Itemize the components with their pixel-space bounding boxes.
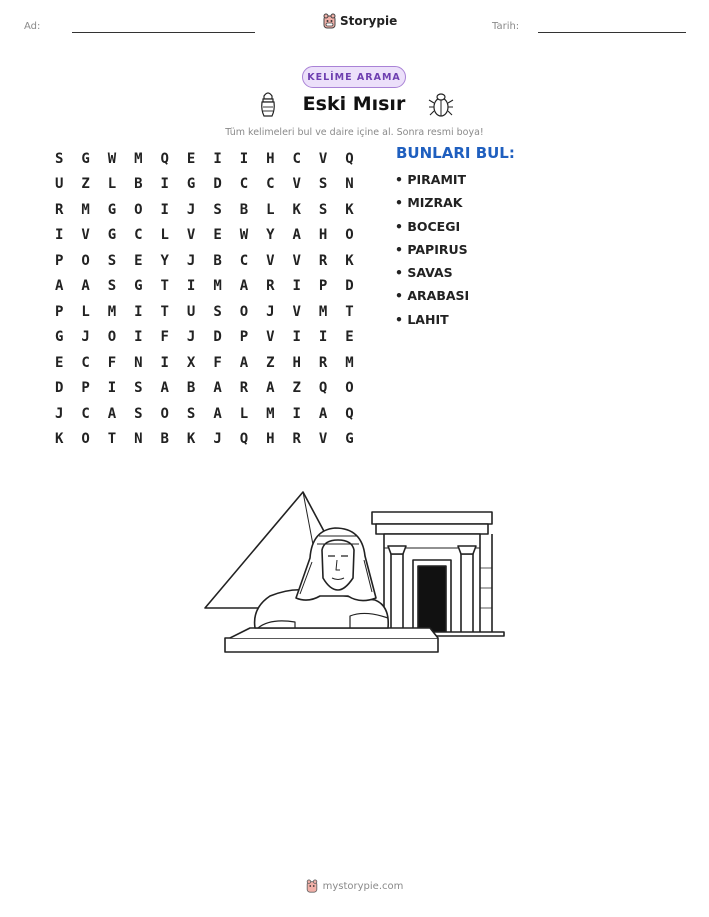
grid-cell[interactable]: S [318, 176, 328, 193]
grid-cell[interactable]: E [345, 329, 354, 346]
grid-cell[interactable]: M [266, 405, 275, 422]
grid-cell[interactable]: Q [239, 431, 249, 448]
grid-cell[interactable]: V [186, 227, 196, 244]
grid-cell[interactable]: A [239, 278, 249, 295]
word-list-item: • LAHIT [395, 311, 449, 327]
footer-url[interactable]: mystorypie.com [322, 880, 404, 892]
grid-cell[interactable]: I [54, 227, 64, 244]
grid-cell[interactable]: I [213, 150, 222, 167]
word-list-item: • SAVAS [395, 265, 453, 281]
grid-cell[interactable]: W [239, 227, 249, 244]
grid-cell[interactable]: J [81, 329, 90, 346]
grid-cell[interactable]: R [318, 354, 328, 371]
grid-cell[interactable]: O [160, 405, 169, 422]
grid-cell[interactable]: V [318, 431, 328, 448]
grid-cell[interactable]: A [213, 380, 222, 397]
grid-cell[interactable]: Q [318, 380, 328, 397]
name-field[interactable] [72, 32, 255, 33]
grid-cell[interactable]: S [134, 380, 143, 397]
grid-cell[interactable]: L [160, 227, 169, 244]
grid-cell[interactable]: I [318, 329, 328, 346]
grid-cell[interactable]: Y [266, 227, 275, 244]
grid-cell[interactable]: B [160, 431, 169, 448]
grid-cell[interactable]: U [186, 303, 196, 320]
grid-cell[interactable]: J [213, 431, 222, 448]
word-list-item: • BOCEGI [395, 218, 461, 234]
grid-cell[interactable]: I [186, 278, 196, 295]
grid-cell[interactable]: K [54, 431, 64, 448]
grid-cell[interactable]: P [54, 252, 64, 269]
grid-cell[interactable]: T [107, 431, 117, 448]
grid-cell[interactable]: O [345, 380, 354, 397]
grid-cell[interactable]: I [292, 278, 301, 295]
word-list [395, 168, 469, 331]
grid-cell[interactable]: C [292, 150, 301, 167]
grid-cell[interactable]: F [160, 329, 169, 346]
grid-cell[interactable]: O [81, 431, 90, 448]
grid-cell[interactable]: M [107, 303, 117, 320]
date-field[interactable] [538, 32, 686, 33]
grid-cell[interactable]: S [134, 405, 143, 422]
grid-cell[interactable]: E [134, 252, 143, 269]
grid-cell[interactable]: D [54, 380, 64, 397]
brand-logo [323, 13, 397, 29]
grid-cell[interactable]: L [239, 405, 249, 422]
grid-cell[interactable]: J [186, 252, 196, 269]
grid-cell[interactable]: K [186, 431, 196, 448]
canopic-jar-icon [259, 90, 277, 118]
grid-cell[interactable]: L [266, 201, 275, 218]
grid-cell[interactable]: S [213, 303, 222, 320]
grid-cell[interactable]: I [160, 201, 169, 218]
grid-cell[interactable]: A [107, 405, 117, 422]
grid-cell[interactable]: J [266, 303, 275, 320]
grid-cell[interactable]: A [81, 278, 90, 295]
grid-cell[interactable]: C [266, 176, 275, 193]
grid-cell[interactable]: A [213, 405, 222, 422]
grid-cell[interactable]: V [266, 252, 275, 269]
grid-cell[interactable]: O [81, 252, 90, 269]
grid-cell[interactable]: R [318, 252, 328, 269]
grid-cell[interactable]: I [107, 380, 117, 397]
grid-cell[interactable]: N [345, 176, 354, 193]
grid-cell[interactable]: V [266, 329, 275, 346]
activity-badge: KELİME ARAMA [302, 66, 406, 88]
grid-cell[interactable]: A [160, 380, 169, 397]
grid-cell[interactable]: L [107, 176, 117, 193]
grid-cell[interactable]: E [186, 150, 196, 167]
grid-cell[interactable]: A [292, 227, 301, 244]
grid-cell[interactable]: I [134, 329, 143, 346]
grid-cell[interactable]: I [160, 354, 169, 371]
grid-cell[interactable]: P [54, 303, 64, 320]
grid-cell[interactable]: S [107, 252, 117, 269]
grid-cell[interactable]: M [318, 303, 328, 320]
grid-cell[interactable]: A [318, 405, 328, 422]
page-title: Eski Mısır [302, 93, 406, 115]
grid-cell[interactable]: A [266, 380, 275, 397]
grid-cell[interactable]: V [318, 150, 328, 167]
word-list-item: • PAPIRUS [395, 241, 468, 257]
grid-cell[interactable]: B [134, 176, 143, 193]
grid-cell[interactable]: S [213, 201, 222, 218]
word-list-title: BUNLARI BUL: [396, 144, 515, 162]
grid-cell[interactable]: F [213, 354, 222, 371]
grid-cell[interactable]: M [213, 278, 222, 295]
grid-cell[interactable]: G [107, 227, 117, 244]
grid-cell[interactable]: P [81, 380, 90, 397]
grid-cell[interactable]: K [292, 201, 301, 218]
grid-cell[interactable]: X [186, 354, 196, 371]
grid-cell[interactable]: A [239, 354, 249, 371]
grid-cell[interactable]: N [134, 431, 143, 448]
grid-cell[interactable]: T [345, 303, 354, 320]
grid-cell[interactable]: J [186, 329, 196, 346]
grid-cell[interactable]: R [292, 431, 301, 448]
grid-cell[interactable]: Z [292, 380, 301, 397]
grid-cell[interactable]: B [239, 201, 249, 218]
storypie-bear-logo-icon [323, 13, 336, 29]
grid-cell[interactable]: T [160, 303, 169, 320]
grid-cell[interactable]: R [266, 278, 275, 295]
grid-cell[interactable]: S [318, 201, 328, 218]
grid-cell[interactable]: C [239, 252, 249, 269]
name-label: Ad: [24, 21, 41, 32]
grid-cell[interactable]: I [292, 329, 301, 346]
grid-cell[interactable]: S [54, 150, 64, 167]
pyramid-sphinx-temple-illustration [200, 488, 510, 668]
grid-cell[interactable]: Q [345, 405, 354, 422]
word-search-grid[interactable] [46, 146, 363, 452]
grid-cell[interactable]: Z [81, 176, 90, 193]
grid-cell[interactable]: O [239, 303, 249, 320]
grid-cell[interactable]: S [107, 278, 117, 295]
grid-cell[interactable]: V [292, 252, 301, 269]
grid-cell[interactable]: M [134, 150, 143, 167]
grid-cell[interactable]: A [54, 278, 64, 295]
grid-cell[interactable]: V [81, 227, 90, 244]
grid-cell[interactable]: D [213, 329, 222, 346]
grid-cell[interactable]: I [160, 176, 169, 193]
word-list-item: • PIRAMIT [395, 172, 467, 187]
grid-cell[interactable]: C [134, 227, 143, 244]
grid-cell[interactable]: E [213, 227, 222, 244]
grid-cell[interactable]: H [292, 354, 301, 371]
grid-cell[interactable]: T [160, 278, 169, 295]
grid-cell[interactable]: K [345, 201, 354, 218]
grid-cell[interactable]: C [239, 176, 249, 193]
grid-cell[interactable]: D [213, 176, 222, 193]
grid-cell[interactable]: I [134, 303, 143, 320]
grid-cell[interactable]: S [186, 405, 196, 422]
grid-cell[interactable]: V [292, 303, 301, 320]
grid-cell[interactable]: R [239, 380, 249, 397]
grid-cell[interactable]: M [81, 201, 90, 218]
grid-cell[interactable]: C [81, 354, 90, 371]
grid-cell[interactable]: H [266, 150, 275, 167]
storypie-bear-logo-icon [306, 879, 318, 893]
grid-cell[interactable]: Q [160, 150, 169, 167]
grid-cell[interactable]: G [54, 329, 64, 346]
grid-cell[interactable]: J [54, 405, 64, 422]
grid-cell[interactable]: Q [345, 150, 354, 167]
word-list-item: • ARABASI [395, 288, 470, 304]
grid-cell[interactable]: J [186, 201, 196, 218]
grid-cell[interactable]: K [345, 252, 354, 269]
grid-cell[interactable]: H [266, 431, 275, 448]
grid-cell[interactable]: G [134, 278, 143, 295]
grid-cell[interactable]: I [239, 150, 249, 167]
grid-cell[interactable]: H [318, 227, 328, 244]
footer [0, 879, 709, 893]
grid-cell[interactable]: G [186, 176, 196, 193]
grid-cell[interactable]: G [81, 150, 90, 167]
grid-cell[interactable]: R [54, 201, 64, 218]
instructions: Tüm kelimeleri bul ve daire içine al. Sonra resmi boya! [225, 127, 484, 138]
grid-cell[interactable]: E [54, 354, 64, 371]
grid-cell[interactable]: C [81, 405, 90, 422]
grid-cell[interactable]: U [54, 176, 64, 193]
scarab-beetle-icon [428, 92, 454, 118]
grid-cell[interactable]: F [107, 354, 117, 371]
grid-cell[interactable]: Y [160, 252, 169, 269]
grid-cell[interactable]: M [345, 354, 354, 371]
grid-cell[interactable]: O [134, 201, 143, 218]
grid-cell[interactable]: Z [266, 354, 275, 371]
word-list-item: • MIZRAK [395, 195, 463, 211]
grid-cell[interactable]: B [213, 252, 222, 269]
grid-cell[interactable]: O [107, 329, 117, 346]
grid-cell[interactable]: D [345, 278, 354, 295]
grid-cell[interactable]: V [292, 176, 301, 193]
grid-cell[interactable]: I [292, 405, 301, 422]
grid-cell[interactable]: O [345, 227, 354, 244]
grid-cell[interactable]: P [318, 278, 328, 295]
brand-name: Storypie [340, 14, 398, 28]
grid-cell[interactable]: G [345, 431, 354, 448]
grid-cell[interactable]: W [107, 150, 117, 167]
date-label: Tarih: [492, 21, 520, 32]
grid-cell[interactable]: G [107, 201, 117, 218]
grid-cell[interactable]: P [239, 329, 249, 346]
grid-cell[interactable]: L [81, 303, 90, 320]
grid-cell[interactable]: N [134, 354, 143, 371]
grid-cell[interactable]: B [186, 380, 196, 397]
